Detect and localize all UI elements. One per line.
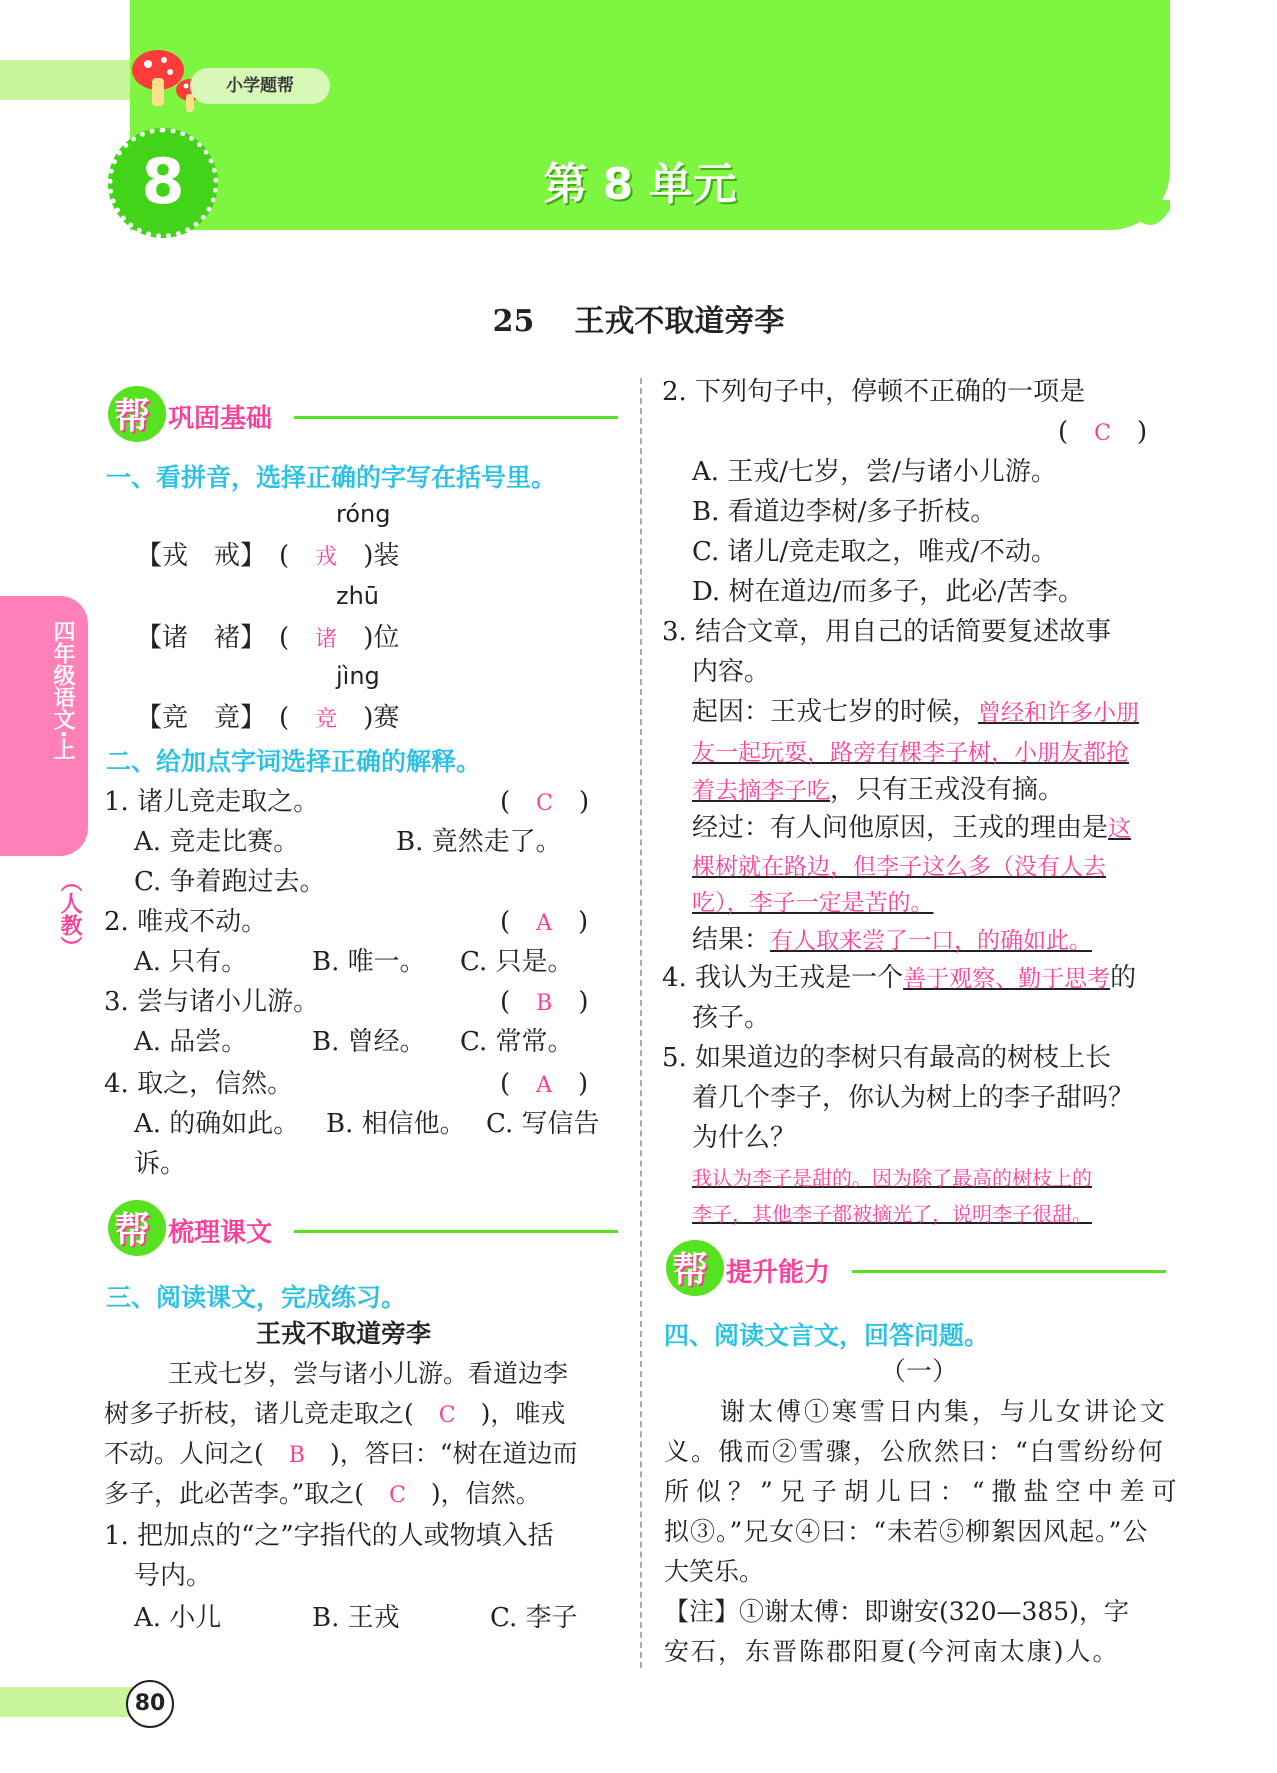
- q2-stem-3: 3. 尝与诸小儿游。: [104, 987, 320, 1017]
- option: B. 王戎: [312, 1603, 400, 1633]
- option: A. 王戎/七岁，尝/与诸小儿游。: [692, 457, 1057, 487]
- answer: 竞: [315, 707, 338, 732]
- option: B. 相信他。: [326, 1109, 466, 1139]
- option: A. 的确如此。: [134, 1109, 300, 1139]
- option: B. 唯一。: [312, 947, 426, 977]
- q1-heading: 一、看拼音，选择正确的字写在括号里。: [106, 463, 557, 492]
- handwritten-answer: 棵树就在路边，但李子这么多（没有人去: [692, 854, 1106, 880]
- q3-sub1-stem: 1. 把加点的“之”字指代的人或物填入括: [104, 1521, 554, 1551]
- q3-sub5-answer: 李子，其他李子都被摘光了，说明李子很甜。: [692, 1202, 1092, 1226]
- passage-title: 王戎不取道旁李: [256, 1319, 432, 1348]
- q3-sub5-answer: 我认为李子是甜的。因为除了最高的树枝上的: [692, 1166, 1092, 1190]
- note-line: 安石，东晋陈郡阳夏(今河南太康)人。: [664, 1637, 1120, 1666]
- option: A. 品尝。: [134, 1027, 248, 1057]
- classical-line: 义。俄而②雪骤，公欣然曰：“白雪纷纷何: [664, 1437, 1165, 1466]
- lesson-title: [0, 296, 1277, 340]
- section-banner-advanced: 帮 提升能力: [666, 1240, 1166, 1296]
- q2-answer-1: ( C ): [500, 787, 590, 817]
- option: C. 李子: [490, 1603, 578, 1633]
- pinyin: zhū: [336, 582, 380, 610]
- section-title: 梳理课文: [168, 1218, 273, 1248]
- option: B. 竟然走了。: [396, 827, 562, 857]
- q2-stem-4: 4. 取之，信然。: [104, 1069, 294, 1099]
- lesson-name: 王戎不取道旁李: [574, 304, 785, 339]
- section-title: 提升能力: [726, 1258, 831, 1288]
- option: 诉。: [134, 1149, 187, 1179]
- handwritten-answer: 善于观察、勤于思考: [903, 966, 1111, 992]
- note-line: 【注】①谢太傅：即谢安(320—385)，字: [664, 1597, 1129, 1626]
- answer: 诸: [315, 627, 338, 652]
- q1-item-3: 【竞 竟】 ( 竞 )赛: [136, 703, 400, 733]
- column-divider: [640, 378, 642, 1668]
- option: A. 小儿: [134, 1603, 222, 1633]
- option: C. 写信告: [486, 1109, 600, 1139]
- classical-line: 拟③。”兄女④曰：“未若⑤柳絮因风起。”公: [664, 1517, 1149, 1546]
- q3-sub3-stem: 内容。: [692, 657, 771, 687]
- q3-sub1-stem: 号内。: [134, 1561, 213, 1591]
- process-line: 经过：有人问他原因，王戎的理由是这: [692, 813, 1132, 843]
- cause-line: [692, 732, 1129, 773]
- option: C. 诸儿/竞走取之，唯戎/不动。: [692, 537, 1058, 567]
- q3-sub4: 4. 我认为王戎是一个善于观察、勤于思考的: [662, 963, 1137, 993]
- unit-title: 第 8 单元: [543, 159, 737, 210]
- process-line: [692, 846, 1106, 887]
- q3-sub5-stem: 为什么？: [692, 1123, 797, 1153]
- q2-stem-1: 1. 诸儿竞走取之。: [104, 787, 320, 817]
- option: C. 常常。: [460, 1027, 574, 1057]
- brand-label: 小学题帮: [190, 68, 330, 104]
- handwritten-answer: 友一起玩耍，路旁有棵李子树，小朋友都抢: [692, 740, 1129, 766]
- q3-sub2-answer: ( C ): [1058, 417, 1148, 447]
- option: C. 只是。: [460, 947, 574, 977]
- section-banner-text: 帮 梳理课文: [108, 1200, 618, 1256]
- q4-heading: 四、阅读文言文，回答问题。: [664, 1321, 990, 1350]
- publisher-label: （人教）: [57, 870, 82, 958]
- q3-heading: 三、阅读课文，完成练习。: [106, 1283, 407, 1312]
- section-title: 巩固基础: [168, 404, 273, 434]
- unit-number-badge: 8: [108, 128, 218, 238]
- cause-line: 着去摘李子吃，只有王戎没有摘。: [692, 775, 1065, 805]
- q3-sub5-stem: 着几个李子，你认为树上的李子甜吗？: [692, 1083, 1135, 1113]
- handwritten-answer: 着去摘李子吃: [692, 778, 830, 804]
- option: A. 只有。: [134, 947, 248, 977]
- q3-sub3-stem: 3. 结合文章，用自己的话简要复述故事: [662, 617, 1112, 647]
- q4-part: （一）: [880, 1357, 959, 1387]
- answer: 戎: [315, 545, 338, 570]
- option: B. 曾经。: [312, 1027, 426, 1057]
- page-bar: [0, 1687, 140, 1717]
- pinyin: jìng: [336, 662, 380, 690]
- q2-answer-2: ( A ): [500, 907, 589, 937]
- passage-line: 多子，此必苦李。”取之( C )，信然。: [104, 1479, 541, 1508]
- passage-line: 王戎七岁，尝与诸小儿游。看道边李: [168, 1359, 569, 1388]
- pinyin: róng: [336, 500, 391, 528]
- section-banner-basics: 帮 巩固基础: [108, 386, 618, 442]
- option: A. 竞走比赛。: [134, 827, 300, 857]
- option: D. 树在道边/而多子，此必/苦李。: [692, 577, 1084, 607]
- q1-item-1: 【戎 戒】 ( 戎 )装: [136, 541, 400, 571]
- passage-line: 树多子折枝，诸儿竞走取之( C )，唯戎: [104, 1399, 566, 1428]
- classical-line: 大笑乐。: [664, 1557, 765, 1586]
- handwritten-answer: 有人取来尝了一口，的确如此。: [770, 928, 1093, 954]
- process-line: [692, 882, 934, 923]
- handwritten-answer: 曾经和许多小朋: [978, 700, 1140, 726]
- q2-answer-4: ( A ): [500, 1069, 589, 1099]
- grade-label: 四年级语文·上: [50, 620, 75, 761]
- q2-stem-2: 2. 唯戎不动。: [104, 907, 268, 937]
- handwritten-answer: 吃），李子一定是苦的。: [692, 890, 934, 916]
- classical-line: 谢太傅①寒雪日内集，与儿女讲论文: [720, 1397, 1169, 1426]
- lesson-number: 25: [492, 304, 535, 339]
- q3-sub5-stem: 5. 如果道边的李树只有最高的树枝上长: [662, 1043, 1112, 1073]
- cause-line: 起因：王戎七岁的时候，曾经和许多小朋: [692, 697, 1140, 727]
- q2-heading: 二、给加点字词选择正确的解释。: [106, 747, 482, 776]
- handwritten-answer: 这: [1108, 816, 1132, 842]
- q2-answer-3: ( B ): [500, 987, 589, 1017]
- option: C. 争着跑过去。: [134, 867, 326, 897]
- result-line: 结果：有人取来尝了一口，的确如此。: [692, 925, 1093, 955]
- classical-line: 所似？”兄子胡儿曰：“撒盐空中差可: [664, 1477, 1184, 1506]
- q1-item-2: 【诸 褚】 ( 诸 )位: [136, 623, 400, 653]
- q3-sub2-stem: 2. 下列句子中，停顿不正确的一项是: [662, 377, 1086, 407]
- page-number: 80: [126, 1680, 174, 1728]
- q3-sub4: 孩子。: [692, 1003, 771, 1033]
- passage-line: 不动。人问之( B )，答曰：“树在道边而: [104, 1439, 578, 1468]
- option: B. 看道边李树/多子折枝。: [692, 497, 997, 527]
